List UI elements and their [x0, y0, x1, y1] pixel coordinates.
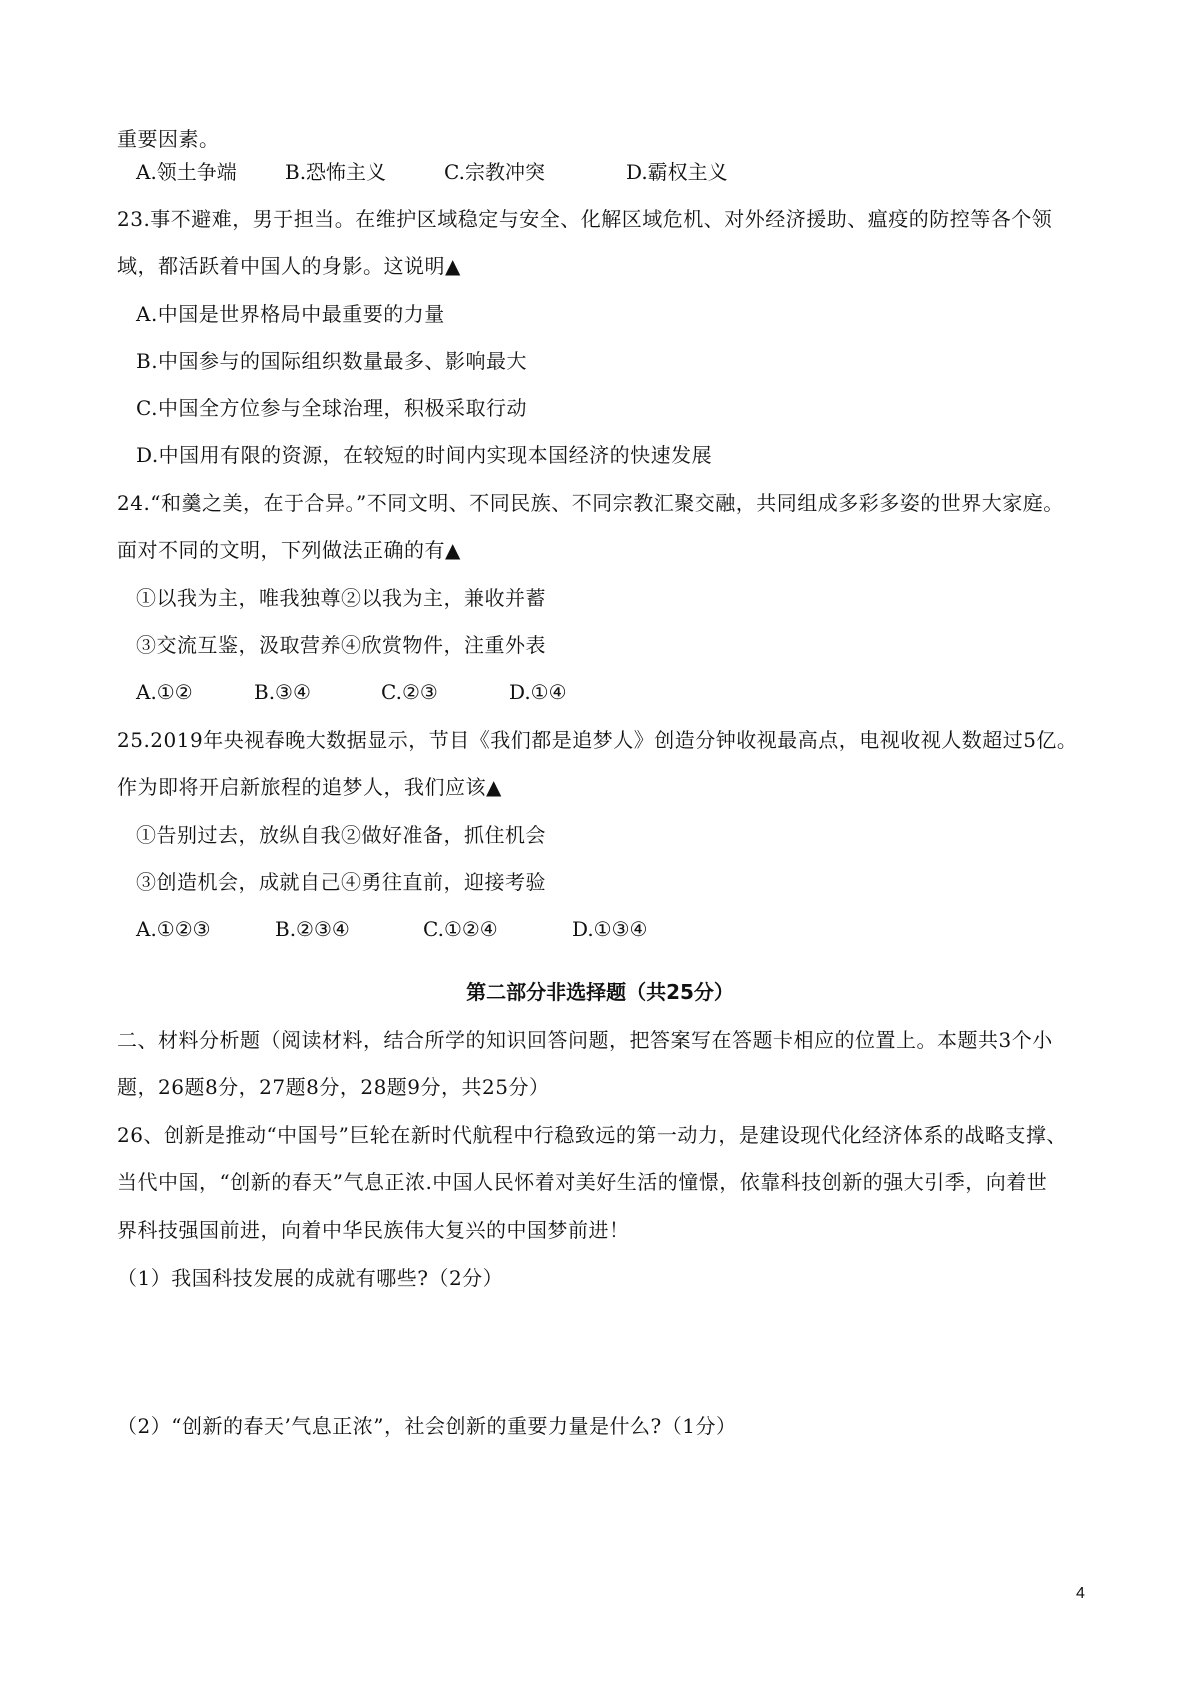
q24-stem-line1: 24.“和羹之美，在于合异。”不同文明、不同民族、不同宗教汇聚交融，共同组成多彩多姿的世界大家庭。: [117, 491, 1064, 515]
page-number: 4: [1076, 1585, 1085, 1602]
q24-stem-line2: 面对不同的文明，下列做法正确的有▲: [117, 538, 461, 562]
q25-option-a: A.①②③: [136, 917, 211, 941]
q23-stem-line1: 23.事不避难，男于担当。在维护区域稳定与安全、化解区域危机、对外经济援助、瘟疫的防控等各个领: [117, 207, 1053, 231]
q24-option-b: B.③④: [254, 680, 311, 704]
q22-option-b: B.恐怖主义: [285, 160, 387, 184]
q24-statements-line1: ①以我为主，唯我独尊②以我为主，兼收并蓄: [136, 586, 546, 610]
q23-option-c: C.中国全方位参与全球治理，积极采取行动: [136, 396, 527, 420]
part2-intro-line2: 题，26题8分，27题8分，28题9分，共25分）: [117, 1075, 550, 1099]
q24-option-a: A.①②: [136, 680, 193, 704]
q22-option-d: D.霸权主义: [626, 160, 728, 184]
q24-option-c: C.②③: [381, 680, 438, 704]
q23-option-a: A.中国是世界格局中最重要的力量: [136, 302, 445, 326]
q25-stem-line2: 作为即将开启新旅程的追梦人，我们应该▲: [117, 775, 502, 799]
q26-subquestion-2: （2）“创新的春天’气息正浓”，社会创新的重要力量是什么?（1分）: [117, 1414, 737, 1438]
q22-option-c: C.宗教冲突: [444, 160, 545, 184]
q22-text-end: 重要因素。: [117, 127, 220, 151]
q25-stem-line1: 25.2019年央视春晚大数据显示，节目《我们都是追梦人》创造分钟收视最高点，电视收视人数超过5亿。: [117, 728, 1078, 752]
part2-intro-line1: 二、材料分析题（阅读材料，结合所学的知识回答问题，把答案写在答题卡相应的位置上。本题共3个小: [117, 1028, 1053, 1052]
q25-statements-line2: ③创造机会，成就自己④勇往直前，迎接考验: [136, 870, 546, 894]
q25-statements-line1: ①告别过去，放纵自我②做好准备，抓住机会: [136, 823, 546, 847]
q26-stem-line3: 界科技强国前进，向着中华民族伟大复兴的中国梦前进！: [117, 1218, 630, 1242]
q26-stem-line1: 26、创新是推动“中国号”巨轮在新时代航程中行稳致远的第一动力，是建设现代化经济体系的战略支撑、: [117, 1123, 1067, 1147]
q25-option-c: C.①②④: [423, 917, 498, 941]
q25-option-d: D.①③④: [572, 917, 648, 941]
q25-option-b: B.②③④: [275, 917, 350, 941]
q23-stem-line2: 域，都活跃着中国人的身影。这说明▲: [117, 254, 461, 278]
q26-stem-line2: 当代中国，“创新的春天”气息正浓.中国人民怀着对美好生活的憧憬，依靠科技创新的强大引季，向着世: [117, 1170, 1048, 1194]
q24-statements-line2: ③交流互鉴，汲取营养④欣赏物件，注重外表: [136, 633, 546, 657]
q26-subquestion-1: （1）我国科技发展的成就有哪些?（2分）: [117, 1266, 504, 1290]
q23-option-b: B.中国参与的国际组织数量最多、影响最大: [136, 349, 528, 373]
q24-option-d: D.①④: [509, 680, 567, 704]
part2-title: 第二部分非选择题（共25分）: [466, 980, 734, 1004]
q23-option-d: D.中国用有限的资源，在较短的时间内实现本国经济的快速发展: [136, 443, 713, 467]
q22-option-a: A.领土争端: [136, 160, 237, 184]
